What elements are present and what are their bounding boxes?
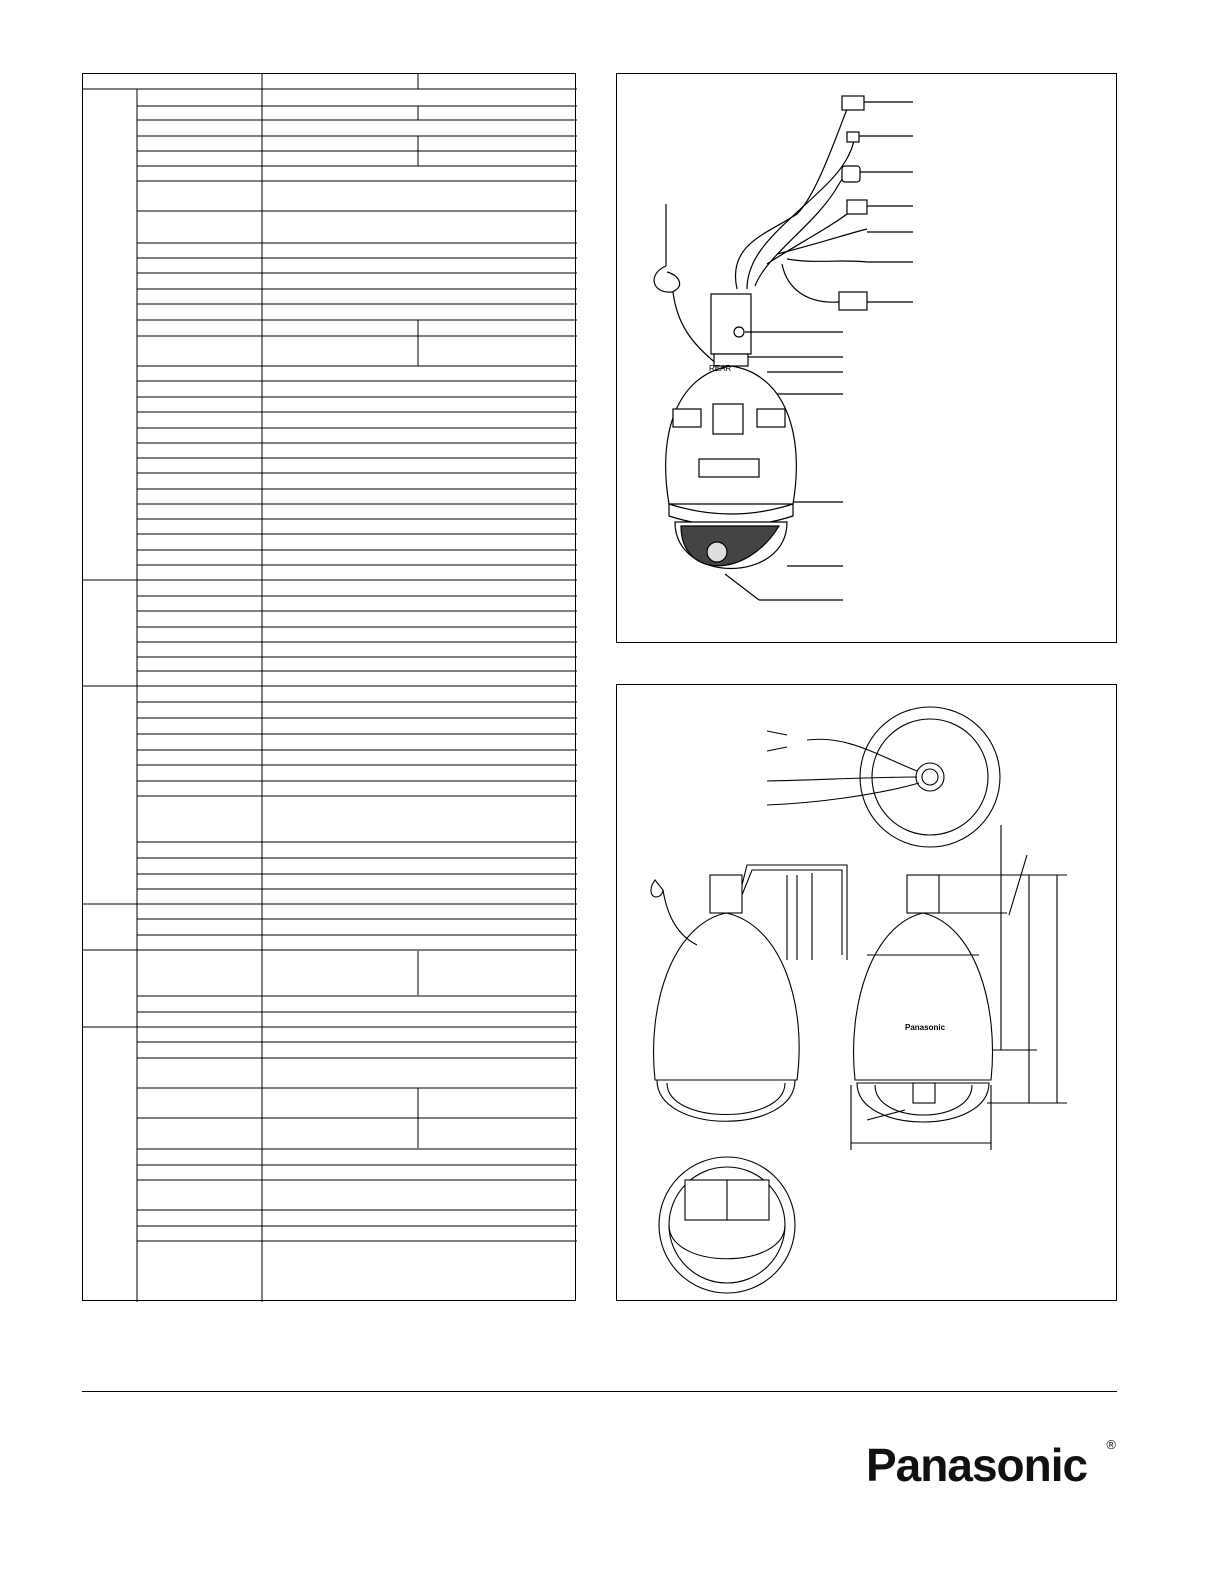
- front-view-logo: Panasonic: [905, 1023, 946, 1032]
- mounting-pipe: [711, 294, 751, 354]
- camera-parts-figure: [616, 73, 1117, 643]
- small-connector: [847, 132, 859, 142]
- bottom-view-outline: [659, 1157, 795, 1293]
- brand-logo: [866, 1435, 1116, 1495]
- specification-table: [82, 73, 576, 1301]
- rj45-connector: [847, 200, 867, 214]
- side-view-pipe: [710, 875, 742, 913]
- brand-logo-text: Panasonic: [866, 1439, 1088, 1491]
- footer-rule: [82, 1391, 1117, 1392]
- camera-housing: [666, 366, 797, 504]
- dimension-drawing: [617, 685, 1118, 1302]
- power-connector: [839, 292, 867, 310]
- front-view-outline: [854, 913, 993, 1080]
- camera-parts-drawing: [617, 74, 1118, 644]
- rear-label: REAR: [709, 364, 732, 373]
- bnc-connector: [842, 166, 860, 182]
- spec-table-grid: [83, 74, 577, 1302]
- multi-pin-connector: [842, 96, 864, 110]
- top-view-outline: [860, 707, 1000, 847]
- dimension-figure: [616, 684, 1117, 1301]
- registered-mark: ®: [1106, 1437, 1116, 1452]
